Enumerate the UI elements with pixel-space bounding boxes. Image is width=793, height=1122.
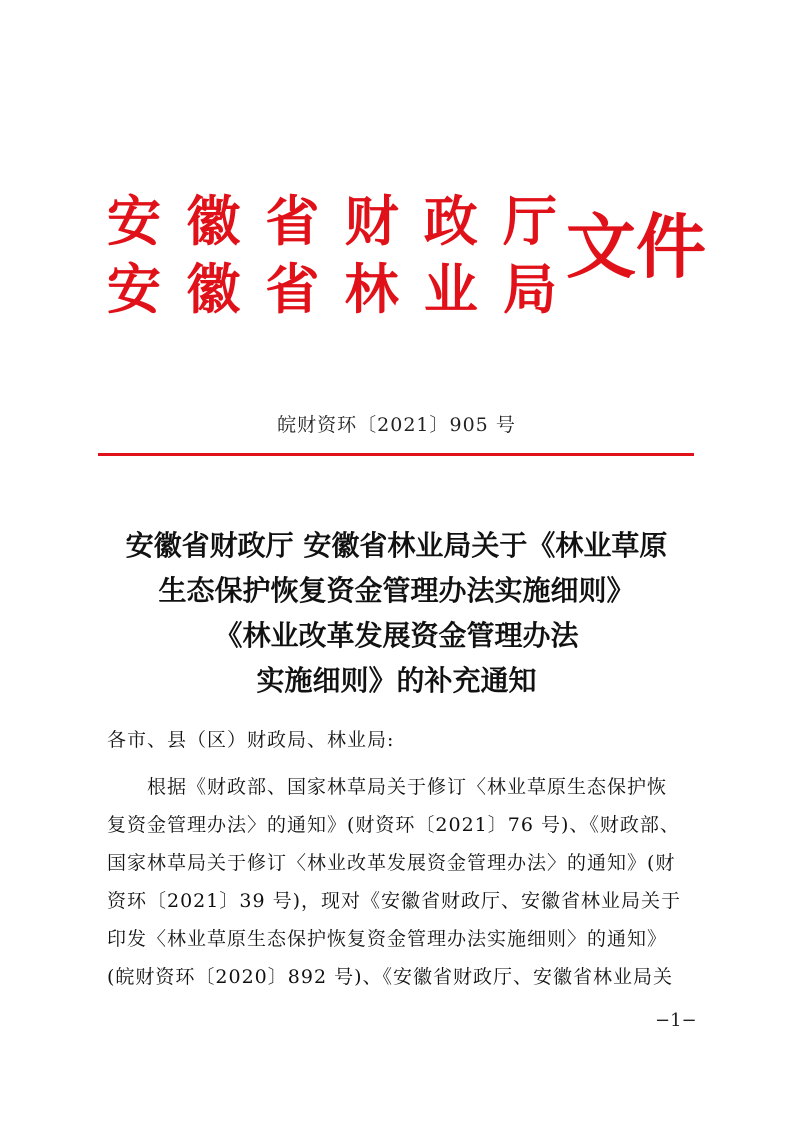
title-line: 《林业改革发展资金管理办法 (214, 619, 579, 652)
body-paragraph (107, 768, 693, 996)
document-number: 皖财资环〔2021〕905 号 (277, 414, 516, 436)
document-header-suffix: 文件 (566, 205, 706, 288)
body-line: 复资金管理办法〉的通知》(财资环〔2021〕76 号)、《财政部、 (107, 814, 680, 836)
document-title (0, 523, 793, 703)
issuer-char: 安 (107, 257, 161, 321)
issuer-char: 厅 (502, 189, 557, 253)
issuer-name-finance-dept (107, 186, 557, 256)
body-line: 印发〈林业草原生态保护恢复资金管理办法实施细则〉的通知》 (107, 928, 668, 950)
issuer-char: 省 (265, 189, 320, 253)
addressee: 各市、县（区）财政局、林业局: (107, 729, 395, 751)
issuer-char: 徽 (186, 257, 241, 321)
body-line: 资环〔2021〕39 号)，现对《安徽省财政厅、安徽省林业局关于 (107, 890, 681, 912)
issuer-char: 安 (107, 189, 161, 253)
issuer-char: 财 (344, 189, 399, 253)
issuer-char: 业 (423, 257, 478, 321)
title-line: 安徽省财政厅 安徽省林业局关于《林业草原 (125, 529, 668, 562)
page-number: −1− (655, 1010, 697, 1031)
issuer-char: 局 (502, 257, 557, 321)
title-line: 生态保护恢复资金管理办法实施细则》 (158, 574, 635, 607)
red-divider-line (98, 453, 694, 456)
title-line: 实施细则》的补充通知 (256, 664, 537, 697)
issuer-char: 徽 (186, 189, 241, 253)
issuer-char: 政 (423, 189, 478, 253)
issuer-char: 林 (344, 257, 399, 321)
issuer-char: 省 (265, 257, 320, 321)
issuer-name-forestry-bureau (107, 254, 557, 324)
body-line: 根据《财政部、国家林草局关于修订〈林业草原生态保护恢 (147, 776, 668, 798)
body-line: (皖财资环〔2020〕892 号)、《安徽省财政厅、安徽省林业局关 (107, 966, 673, 988)
body-line: 国家林草局关于修订〈林业改革发展资金管理办法〉的通知》(财 (107, 852, 676, 874)
